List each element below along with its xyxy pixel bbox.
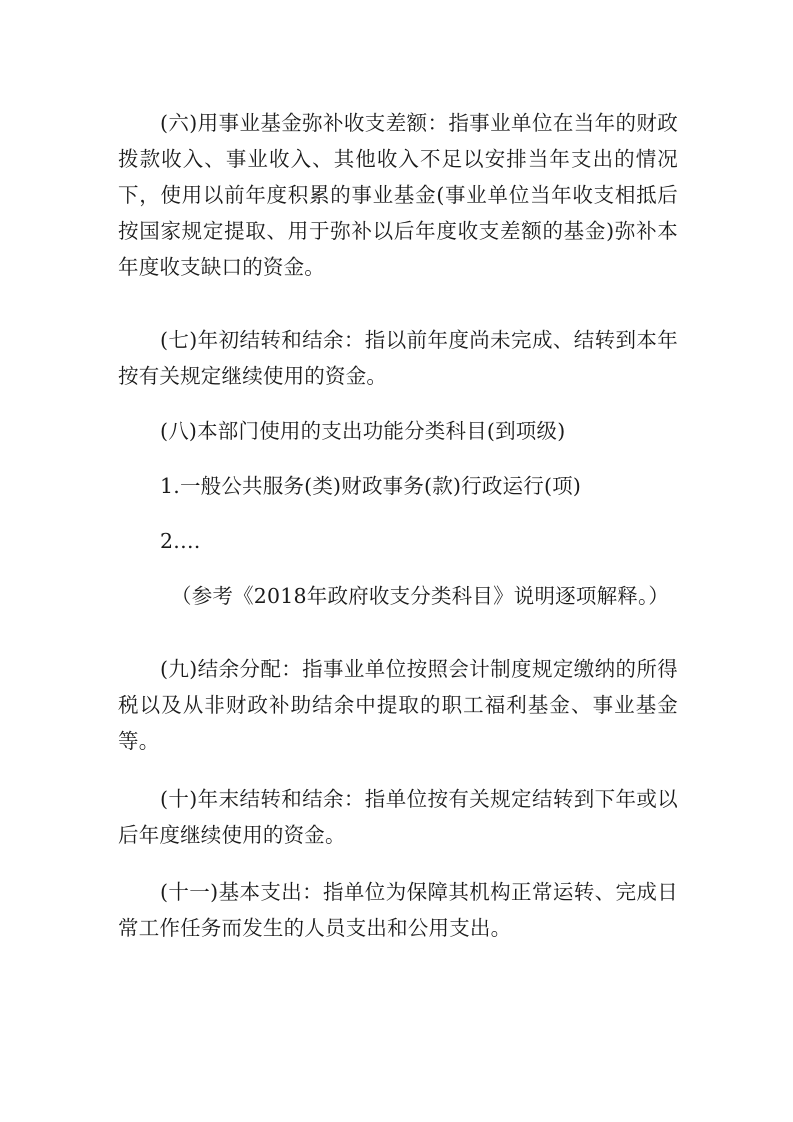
paragraph-nine-surplus-distribution: (九)结余分配：指事业单位按照会计制度规定缴纳的所得税以及从非财政补助结余中提取的职工福利基金、事业基金等。 [118, 657, 678, 753]
list-item-2: 2.… [160, 529, 201, 553]
paragraph-eight-classification: (八)本部门使用的支出功能分类科目(到项级) [160, 419, 566, 443]
paragraph-ten-year-end-carryover: (十)年末结转和结余：指单位按有关规定结转到下年或以后年度继续使用的资金。 [118, 787, 678, 847]
paragraph-seven-carryover: (七)年初结转和结余：指以前年度尚未完成、结转到本年按有关规定继续使用的资金。 [118, 328, 678, 388]
reference-note: （参考《2018年政府收支分类科目》说明逐项解释。） [171, 584, 670, 608]
paragraph-six-fund-supplement: (六)用事业基金弥补收支差额：指事业单位在当年的财政拨款收入、事业收入、其他收入不足以安排当年支出的情况下，使用以前年度积累的事业基金(事业单位当年收支相抵后按国家规定提取、用于弥补以后年度收支差额的基金)弥补本年度收支缺口的资金。 [118, 111, 678, 279]
paragraph-eleven-basic-expenditure: (十一)基本支出：指单位为保障其机构正常运转、完成日常工作任务而发生的人员支出和公用支出。 [118, 880, 678, 940]
list-item-1: 1.一般公共服务(类)财政事务(款)行政运行(项) [160, 474, 582, 498]
